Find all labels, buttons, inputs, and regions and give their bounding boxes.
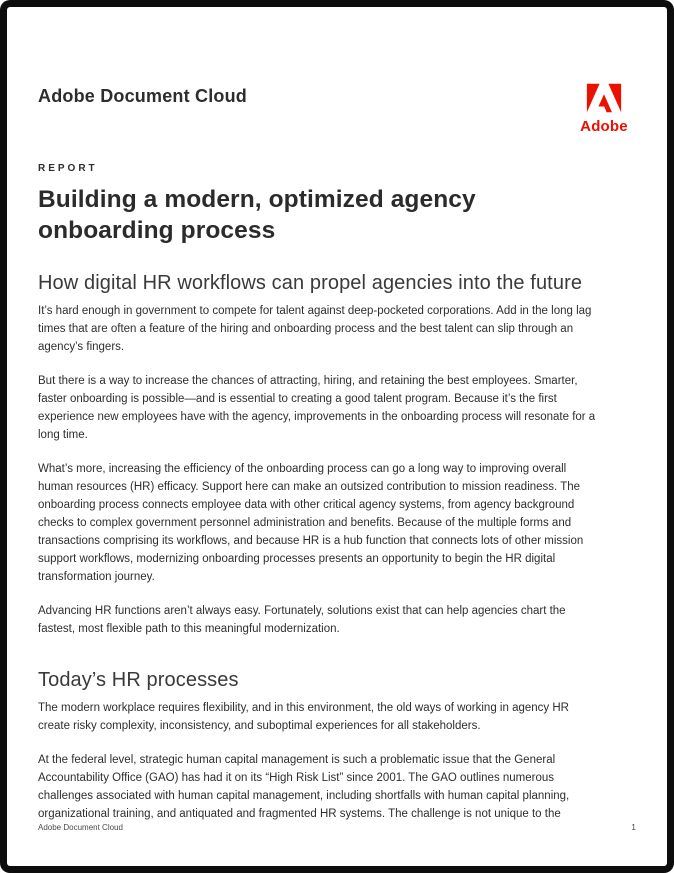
section-paragraph: At the federal level, strategic human capital management is such a problematic issue that the General Accountability Office (GAO) has had it on its “High Risk List” since 2001. The GAO outlines numerous challenges associated with human capital management, including shortfalls with human capital planning, organizational training, and antiquated and fragmented HR systems. The challenge is not unique to the: [38, 754, 570, 820]
intro-paragraph: But there is a way to increase the chances of attracting, hiring, and retaining the best employees. Smarter, faster onboarding is possible—and is essential to creating a good talent program. Because it’s the first experience new employees have with the agency, improvements in the onboarding process will resonate for a long time.: [38, 375, 596, 441]
report-subtitle: How digital HR workflows can propel agencies into the future: [38, 272, 583, 294]
brand-header-title: Adobe Document Cloud: [38, 86, 247, 106]
section-heading-todays-hr-processes: Today’s HR processes: [38, 669, 239, 691]
section-paragraph: The modern workplace requires flexibility, and in this environment, the old ways of working in agency HR create risky complexity, inconsistency, and suboptimal experiences for all stakeholders.: [38, 702, 569, 732]
page-number: 1: [631, 822, 636, 832]
page-footer: [38, 822, 636, 832]
page-header: [38, 79, 636, 135]
report-title: Building a modern, optimized agency onboarding process: [38, 186, 476, 244]
intro-paragraph: It’s hard enough in government to compete for talent against deep-pocketed corporations. Add in the long lag times that are often a feature of the hiring and onboarding process and the best talent can slip through an agency’s fingers.: [38, 305, 592, 353]
adobe-logo-icon: [582, 79, 626, 117]
intro-paragraph: Advancing HR functions aren’t always easy. Fortunately, solutions exist that can help agencies chart the fastest, most flexible path to this meaningful modernization.: [38, 605, 566, 635]
report-kicker: REPORT: [38, 163, 98, 174]
adobe-logo: [575, 79, 633, 135]
report-page: [7, 7, 667, 866]
footer-brand: Adobe Document Cloud: [38, 823, 123, 832]
intro-paragraph: What’s more, increasing the efficiency of the onboarding process can go a long way to improving overall human resources (HR) efficacy. Support here can make an outsized contribution to mission readiness. The onboarding process connects employee data with other critical agency systems, from agency background checks to complex government personnel administration and benefits. Because of the multiple forms and transactions comprising its workflows, and because HR is a hub function that connects lots of other mission support workflows, modernizing onboarding processes presents an opportunity to begin the HR digital transformation journey.: [38, 463, 584, 583]
adobe-logo-wordmark: Adobe: [580, 118, 628, 135]
